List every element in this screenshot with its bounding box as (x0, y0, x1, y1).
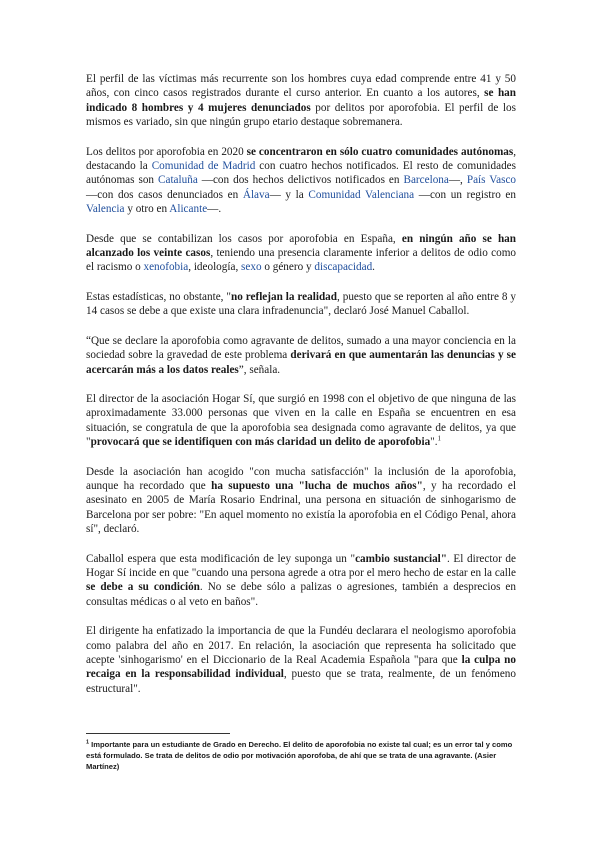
emphasis: se debe a su condición (86, 581, 200, 594)
document-body (86, 72, 516, 711)
emphasis: derivará en que aumentarán las denuncias y se acercarán más a los datos reales (86, 349, 516, 376)
paragraph-history: Desde que se contabilizan los casos por aporofobia en España, en ningún año se han alcanzado los veinte casos, teniendo una presencia claramente inferior a delitos de odio como el racismo o xenofobia, ideología, sexo o género y discapacidad. (86, 232, 516, 274)
link-alicante[interactable]: Alicante (169, 203, 208, 216)
emphasis: no reflejan la realidad (230, 290, 337, 303)
emphasis: se concentraron en sólo cuatro comunidades autónomas (246, 145, 514, 158)
footnote-separator (86, 733, 230, 734)
paragraph-association: Desde la asociación han acogido "con mucha satisfacción" la inclusión de la aporofobia, aunque ha recordado que ha supuesto una "lucha de muchos años", y ha recordado el asesinato en 2005 de María Rosario Endrinal, una persona en situación de sinhogarismo de Barcelona por ser pobre: "En aquel momento no existía la aporofobia en el Código Penal, ahora sí", declaró. (86, 465, 516, 536)
emphasis: la culpa no recaiga en la responsabilidad individual (86, 654, 516, 681)
paragraph-quote-awareness: “Que se declare la aporofobia como agravante de delitos, sumado a una mayor conciencia en la sociedad sobre la gravedad de este problema derivará en que aumentarán las denuncias y se acercarán más a los datos reales”, señala. (86, 334, 516, 376)
link-barcelona[interactable]: Barcelona (403, 174, 449, 187)
link-pais-vasco[interactable]: País Vasco (466, 174, 517, 187)
paragraph-caballol: Caballol espera que esta modificación de ley suponga un "cambio sustancial". El director de Hogar Sí incide en que "cuando una persona agrede a otra por el mero hecho de estar en la calle se debe a su condición. No se debe sólo a palizas o agresiones, también a desprecios en consultas médicas o al veto en baños". (86, 552, 516, 608)
link-cataluna[interactable]: Cataluña (158, 174, 198, 187)
paragraph-victim-profile: El perfil de las víctimas más recurrente son los hombres cuya edad comprende entre 41 y 50 años, con cinco casos registrados durante el curso anterior. En cuanto a los autores, se han indicado 8 hombres y 4 mujeres denunciados por delitos por aporofobia. El perfil de los mismos es variado, sin que ningún grupo etario destaque sobremanera. (86, 73, 516, 129)
paragraph-statistics: Estas estadísticas, no obstante, "no reflejan la realidad, puesto que se reporten al año entre 8 y 14 casos se debe a que existe una clara infradenuncia", declaró José Manuel Caballol. (86, 290, 516, 318)
paragraph-hogar-si: El director de la asociación Hogar Sí, que surgió en 1998 con el objetivo de que ninguna de las aproximadamente 33.000 personas que viven en la calle en España se encuentren en esa situación, se congratula de que la aporofobia sea designada como agravante de delitos, ya que "provocará que se identifiquen con más claridad un delito de aporofobia".$^1$ (86, 392, 516, 449)
link-comunidad-valenciana[interactable]: Comunidad Valenciana (308, 188, 415, 201)
link-alava[interactable]: Álava (242, 188, 270, 201)
link-sexo[interactable]: sexo (241, 261, 262, 274)
footnote-number: 1 (86, 739, 90, 746)
emphasis: en ningún año se han alcanzado los veinte casos (86, 232, 516, 260)
link-comunidad-de-madrid[interactable]: Comunidad de Madrid (151, 160, 256, 173)
link-xenofobia[interactable]: xenofobia (143, 261, 189, 274)
link-valencia[interactable]: Valencia (86, 203, 125, 216)
footnote (86, 739, 516, 772)
emphasis: cambio sustancial" (355, 552, 447, 565)
emphasis: se han indicado 8 hombres y 4 mujeres denunciados (86, 87, 516, 114)
emphasis: ha supuesto una "lucha de muchos años" (211, 479, 423, 492)
footnote-text: Importante para un estudiante de Grado en Derecho. El delito de aporofobia no existe tal cual; es un error tal y como está formulado. Se trata de delitos de odio por motivación aporofoba, de ahí que se trata de una agravante. (Asier Martínez) (86, 740, 513, 771)
paragraph-regions: Los delitos por aporofobia en 2020 se concentraron en sólo cuatro comunidades autónomas, destacando la Comunidad de Madrid con cuatro hechos notificados. El resto de comunidades autónomas son Cataluña —con dos hechos delictivos notificados en Barcelona—, País Vasco —con dos casos denunciados en Álava— y la Comunidad Valenciana —con un registro en Valencia y otro en Alicante—. (86, 145, 517, 216)
paragraph-fundeu: El dirigente ha enfatizado la importancia de que la Fundéu declarara el neologismo aporofobia como palabra del año en 2017. En relación, la asociación que representa ha solicitado que acepte 'sinhogarismo' en el Diccionario de la Real Academia Española "para que la culpa no recaiga en la responsabilidad individual, puesto que se trata, realmente, de un fenómeno estructural". (86, 625, 516, 695)
emphasis: provocará que se identifiquen con más claridad un delito de aporofobia (90, 436, 431, 449)
footnote-reference[interactable]: 1 (437, 434, 442, 443)
link-discapacidad[interactable]: discapacidad (314, 261, 373, 274)
